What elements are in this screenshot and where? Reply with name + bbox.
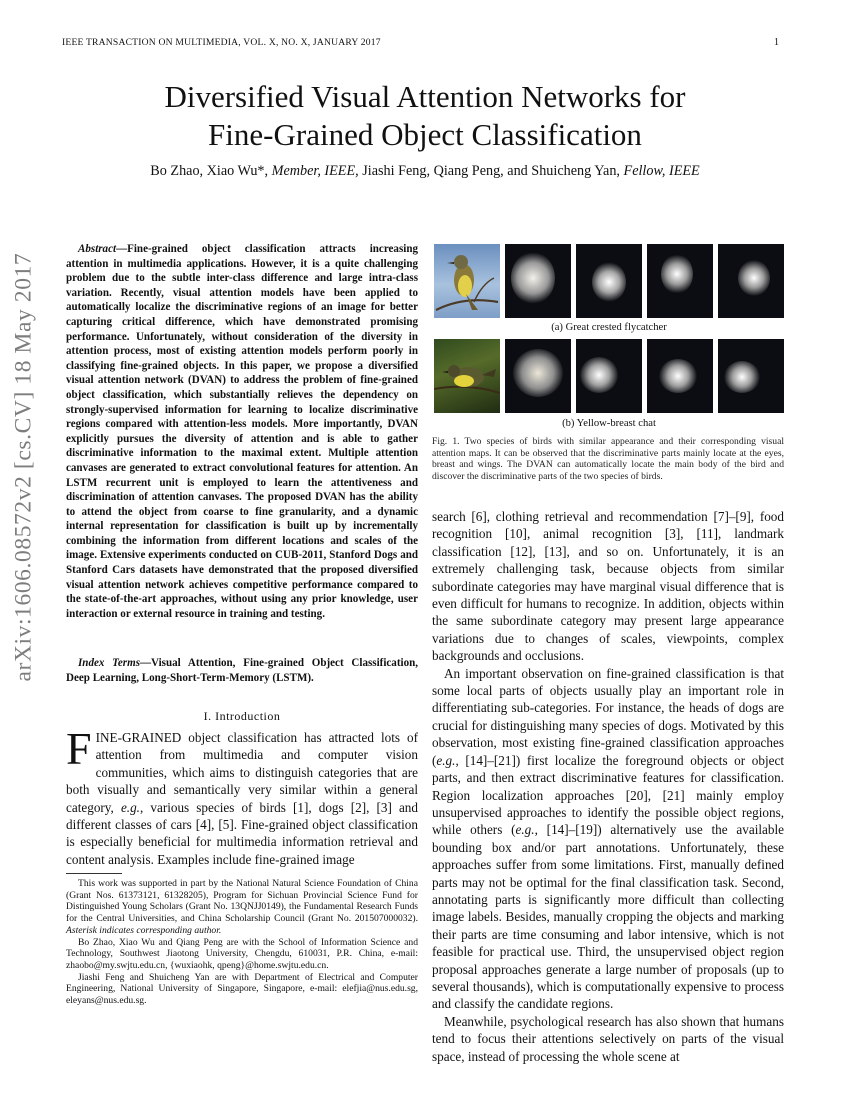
abstract-text: —Fine-grained object classification attracts increasing attention in multimedia applications. However, it is a quite challenging problem due to the subtle inter-class difference and large intra-class variation. Recently, visual attention models have been applied to automatically localize the discriminative regions of an image for better capturing critical difference, which have demonstrated promising performance. Unfortunately, without consideration of the diversity in attention process, most of existing attention models perform poorly in classifying fine-grained objects. In this paper, we propose a diversified visual attention network (DVAN) to address the problem of fine-grained object classification, which substantially relieves the dependency on strongly-supervised information for learning to localize discriminative regions compared with attention-less models. More importantly, DVAN explicitly pursues the diversity of attention and is able to gather discriminative information to the maximal extent. Multiple attention canvases are generated to extract convolutional features for attention. An LSTM recurrent unit is employed to learn the attentiveness and discrimination of attention canvases. The proposed DVAN has the ability to attend the object from coarse to fine granularity, and a dynamic internal representation for classification is built up by incrementally combining the information from different locations and scales of the image. Extensive experiments conducted on CUB-2011, Stanford Dogs and Stanford Cars datasets have demonstrated that the proposed diversified visual attention network achieves competitive performance compared to the state-of-the-art approaches, without using any prior knowledge, user interaction or external resource in training and testing. [66,243,418,620]
intro-paragraph [66,723,418,868]
index-terms [66,656,418,685]
arxiv-stamp: arXiv:1606.08572v2 [cs.CV] 18 May 2017 [10,252,37,682]
abstract-label: Abstract [78,243,117,255]
title-line-2: Fine-Grained Object Classification [208,117,642,152]
page-number: 1 [774,37,779,48]
author-role-1: Member, IEEE, [271,163,359,179]
footnote-affiliation-1: Bo Zhao, Xiao Wu and Qiang Peng are with the School of Information Science and Technology, Southwest Jiaotong University, Chengdu, 610031, P.R. China, e-mail: zhaobo@my.swjtu.edu.cn, {wuxiaohk, qpeng}@home.swjtu.edu.cn. [66,936,418,971]
paragraph-psychology: Meanwhile, psychological research has also shown that humans tend to focus their attentions selectively on parts of the visual space, instead of processing the whole scene at [432,1013,784,1064]
right-column-body [432,508,784,1065]
attention-map-a-1 [505,244,571,318]
paragraph-observation-text-1: An important observation on fine-grained classification is that some local parts of objects usually play an important role in differentiating sub-categories. For instance, the heads of dogs are crucial for distinguishing many species of dogs. Motivated by this observation, most existing fine-grained classification approaches ( [432,665,784,768]
drop-cap: F [66,723,92,774]
attention-map-a-4 [718,244,784,318]
abstract [66,242,418,621]
footnotes [66,878,418,1007]
bird-photo-flycatcher [434,244,500,318]
attention-map-b-4 [718,339,784,413]
footnote-corresponding-note: Asterisk indicates corresponding author. [66,924,222,936]
author-list [60,163,790,180]
authors-part-1: Bo Zhao, Xiao Wu*, [150,163,272,179]
footnote-rule [66,873,122,874]
attention-map-a-2 [576,244,642,318]
figure-row-a [434,244,784,318]
footnote-affiliation-2: Jiashi Feng and Shuicheng Yan are with Department of Electrical and Computer Engineering, National University of Singapore, Singapore, e-mail: elefjia@nus.edu.sg, eleyans@nus.edu.sg. [66,971,418,1007]
paragraph-observation-eg-2: e.g. [515,822,535,838]
attention-map-a-3 [647,244,713,318]
footnote-funding-text: This work was supported in part by the National Natural Science Foundation of China (Grant Nos. 61373121, 61328205), Program for Sichuan Provincial Science Fund for Distinguished Young Scholars (Grant No. 13QNJJ0149), the Fundamental Research Funds for the Central Universities, and China Scholarship Council (Grant No. 201507000032). [66,878,418,925]
intro-eg: e.g. [120,799,140,815]
bird-photo-chat [434,339,500,413]
index-terms-text: —Visual Attention, Fine-grained Object Classification, Deep Learning, Long-Short-Term-Memory (LSTM). [66,657,418,684]
index-terms-label: Index Terms [78,657,140,669]
figure-caption: Fig. 1. Two species of birds with similar appearance and their corresponding visual attention maps. It can be observed that the discriminative parts mainly locate at the eyes, breast and wings. The DVAN can automatically locate the main body of the bird and discover the discriminative parts of the two species of birds. [432,436,784,482]
intro-text-2: , various species of birds [1], dogs [2], [3] and different classes of cars [4], [5]. Fine-grained object classification is especially beneficial for multimedia information retrieval and content analysis. Examples include fine-grained image [66,799,418,867]
paragraph-observation [432,665,784,1013]
footnote-funding [66,878,418,937]
attention-map-b-1 [505,339,571,413]
paragraph-observation-eg-1: e.g. [436,752,456,768]
intro-caps: INE-GRAINED [95,730,182,745]
title-line-1: Diversified Visual Attention Networks for [164,79,686,114]
attention-map-b-3 [647,339,713,413]
running-header: IEEE TRANSACTION ON MULTIMEDIA, VOL. X, NO. X, JANUARY 2017 [62,37,381,48]
subcaption-a: (a) Great crested flycatcher [551,322,667,333]
intro-text-1: object classification has attracted lots of attention from multimedia and computer vision communities, which aims to distinguish categories that are both visually and semantically very similar within a general category, [66,730,418,815]
figure-row-b [434,339,784,413]
paper-title [80,78,770,154]
subcaption-b: (b) Yellow-breast chat [562,418,656,429]
paragraph-observation-text-3: , [14]–[19]) alternatively use the available bounding box and/or part annotations. Unfortunately, these approaches suffer from some limitations. First, manually defined parts may not be optimal for the final classification task. Second, annotating parts is significantly more difficult than collecting image labels. Besides, manually cropping the objects and marking their parts are time consuming and labor intensive, which is not feasible for practical use. Third, the unsupervised object region proposal approaches generate a large number of proposals (up to several thousands), which is computationally expensive to process and classify the candidate regions. [432,822,784,1012]
paragraph-applications: search [6], clothing retrieval and recommendation [7]–[9], food recognition [10], animal recognition [3], [11], landmark classification [12], [13], and so on. Unfortunately, it is an extremely challenging task, because objects from similar subordinate categories may have marginal visual difference that is even difficult for humans to recognize. In addition, objects within the same subordinate category may present large appearance variations due to changes of scales, viewpoints, complex backgrounds and occlusions. [432,509,784,664]
author-role-2: Fellow, IEEE [623,163,700,179]
authors-part-2: Jiashi Feng, Qiang Peng, and Shuicheng Yan, [358,163,624,179]
section-heading-introduction: I. Introduction [203,709,281,723]
attention-map-b-2 [576,339,642,413]
paragraph-observation-text-2: , [14]–[21]) first localize the foreground objects or object parts, and then extract discriminative features for classification. Region localization approaches [20], [21] mainly employ unsupervised approaches to identify the possible object regions, while others ( [432,752,784,838]
